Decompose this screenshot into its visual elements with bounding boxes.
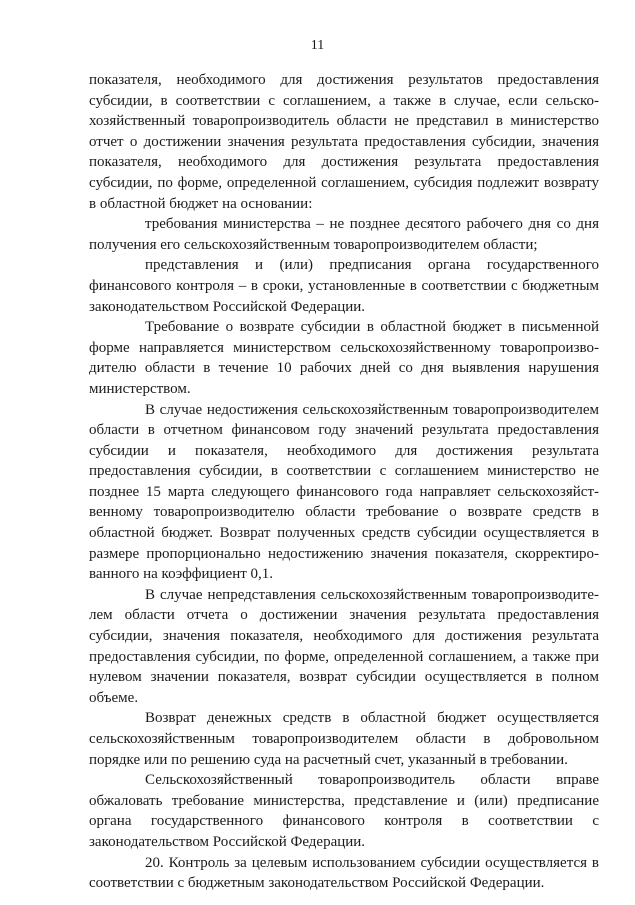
paragraph-non-achievement: В случае недостижения сельскохозяйственным товаропроизводителем области в отчетном финансовом году значений результата предоставления субсидии и показателя, необходимого для достижения результата предоставления субсидии, в соответствии с соглашением министерство не позднее 15 марта следующего финансового года направляет сельскохозяйственному товаропроизводителю области требование о возврате средств в областной бюджет. Возврат полученных средств субсидии осуществляется в размере пропорционально недостижению значения показателя, скорректированного на коэффициент 0,1.	[89, 401, 599, 583]
paragraph-non-submission: В случае непредставления сельскохозяйственным товаропроизводителем области отчета о достижении значения результата предоставления субсидии, значения показателя, необходимого для достижения результата предоставления субсидии, по форме, определенной соглашением, а также при нулевом значении показателя, возврат субсидии осуществляется в полном объеме.	[89, 586, 599, 706]
page-number: 11	[310, 38, 325, 53]
paragraph-item-20: 20. Контроль за целевым использованием субсидии осуществляется в соответствии с бюджетным законодательством Российской Федерации.	[89, 854, 599, 892]
document-body	[89, 70, 599, 894]
paragraph-refund-demand: Требование о возврате субсидии в областной бюджет в письменной форме направляется министерством сельскохозяйственному товаропроизводителю области в течение 10 рабочих дней со дня выявления нарушения министерством.	[89, 319, 599, 397]
paragraph-continuation: показателя, необходимого для достижения результатов предоставления субсидии, в соответствии с соглашением, а также в случае, если сельскохозяйственный товаропроизводитель области не представил в министерство отчет о достижении значения результата предоставления субсидии, значения показателя, необходимого для достижения результата предоставления субсидии, по форме, определенной соглашением, субсидия подлежит возврату в областной бюджет на основании:	[89, 72, 599, 212]
paragraph-ministry-requirement: требования министерства – не позднее десятого рабочего дня со дня получения его сельскохозяйственным товаропроизводителем области;	[89, 216, 599, 253]
paragraph-refund-procedure: Возврат денежных средств в областной бюджет осуществляется сельскохозяйственным товаропроизводителем области в добровольном порядке или по решению суда на расчетный счет, указанный в требовании.	[89, 710, 599, 768]
paragraph-financial-control: представления и (или) предписания органа государственного финансового контроля – в сроки, установленные в соответствии с бюджетным законодательством Российской Федерации.	[89, 257, 599, 315]
paragraph-appeal-right: Сельскохозяйственный товаропроизводитель области вправе обжаловать требование министерства, представление и (или) предписание органа государственного финансового контроля в соответствии с законодательством Российской Федерации.	[89, 772, 599, 850]
